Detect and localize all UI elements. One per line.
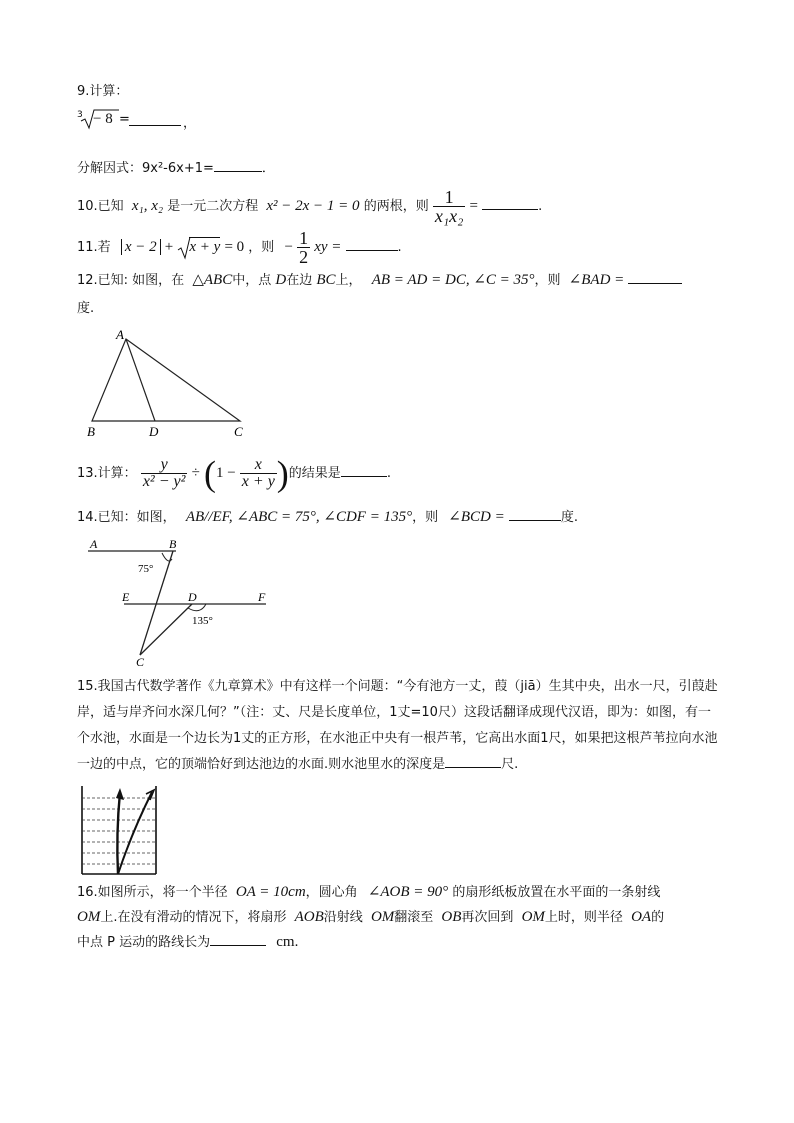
answer-blank[interactable]: [628, 271, 682, 284]
answer-blank[interactable]: [129, 113, 181, 126]
q11-end: .: [397, 240, 402, 255]
q16-l1a: 16.如图所示，将一个半径: [77, 885, 228, 900]
q16-l1b: ，圆心角: [305, 885, 358, 900]
radical-sign-icon: [177, 236, 191, 260]
q10-fraction: [433, 188, 466, 225]
cube-root-eq: =: [119, 112, 130, 127]
q16-oa10: OA = 10cm: [235, 884, 306, 900]
label-a: A: [116, 327, 124, 342]
answer-blank[interactable]: [346, 238, 398, 251]
q12-tri: △ABC: [192, 272, 233, 288]
factor-end: ．: [261, 161, 275, 176]
q15-end: 尺.: [501, 757, 519, 772]
q15-pond-figure: [80, 784, 158, 876]
fraction-denominator: x + y: [241, 473, 275, 490]
q16-l2c: 翻滚至: [394, 910, 434, 925]
q14-suffix: 度.: [560, 510, 578, 525]
q14-row: [77, 507, 578, 528]
label-d: D: [188, 590, 197, 604]
q11-xy: xy =: [314, 239, 342, 255]
q13-suffix: 的结果是: [288, 466, 341, 481]
q14-ask: ∠BCD =: [448, 509, 505, 525]
cube-root-end: ，: [183, 116, 197, 131]
q10-row: [77, 188, 542, 224]
q13-fraction-2: [240, 457, 277, 490]
q14-parallel-figure: [84, 535, 274, 670]
fraction-numerator: 1: [433, 188, 466, 207]
q13-prefix: 13.计算：: [77, 466, 137, 481]
q11-sqrt: [177, 230, 220, 266]
q10-eq: =: [469, 198, 478, 214]
q14-prefix: 14.已知：如图，: [77, 510, 176, 525]
answer-blank[interactable]: [214, 159, 262, 172]
fraction-denominator: x₁x₂: [434, 206, 464, 226]
reed-upright: [117, 792, 120, 874]
q11-minus: −: [284, 239, 293, 255]
cube-root-arg: − 8: [93, 111, 113, 127]
answer-blank[interactable]: [341, 464, 387, 477]
sqrt-expr: x + y: [189, 239, 221, 255]
q9-factor-row: [77, 157, 275, 176]
right-paren-icon: ): [276, 453, 289, 494]
label-c: C: [234, 424, 243, 439]
fraction-numerator: 1: [299, 228, 309, 248]
answer-blank[interactable]: [445, 755, 501, 768]
q11-row: [77, 229, 402, 265]
q12-t1: 中，点: [232, 273, 272, 288]
cube-root-index: 3: [77, 110, 83, 120]
fraction-numerator: y: [141, 457, 188, 474]
label-c: C: [136, 655, 145, 669]
reed-pulled: [118, 792, 152, 874]
q10-end: .: [538, 199, 543, 214]
q16-l3a: 中点 P 运动的路线长为: [77, 935, 211, 950]
q11-eq0: = 0: [224, 239, 245, 255]
q10-equation: x² − 2x − 1 = 0: [266, 198, 360, 214]
q11-abs: x − 2: [121, 239, 161, 255]
q16-aob2: AOB: [294, 909, 324, 925]
angle-label-135: 135°: [192, 615, 213, 627]
q13-one: 1 −: [215, 465, 236, 481]
q16-l2e: 上时，则半径: [544, 910, 623, 925]
label-e: E: [122, 590, 130, 604]
q12-d: D: [275, 272, 287, 288]
q12-ask: ∠BAD =: [568, 272, 625, 288]
q15-paragraph: [77, 674, 722, 778]
answer-blank[interactable]: [509, 508, 561, 521]
q16-aob: ∠AOB = 90°: [367, 884, 449, 900]
q16-om2: OM: [370, 909, 395, 925]
q12-t4: ，则: [534, 273, 561, 288]
q16-l2b: 沿射线: [323, 910, 363, 925]
q16-line1: [77, 881, 660, 904]
q13-div: ÷: [191, 465, 200, 481]
q10-prefix: 10.已知: [77, 199, 124, 214]
label-b: B: [87, 424, 95, 439]
q16-om: OM: [77, 909, 101, 925]
factor-label: 分解因式：9x²-6x+1=: [77, 161, 214, 176]
q16-l1c: 的扇形纸板放置在水平面的一条射线: [452, 885, 661, 900]
q16-om3: OM: [521, 909, 545, 925]
label-b: B: [169, 537, 177, 551]
q13-row: [77, 448, 391, 498]
label-a: A: [90, 537, 98, 551]
q16-l2f: 的: [651, 910, 665, 925]
q11-plus: +: [164, 239, 174, 255]
segment-ad: [126, 339, 155, 421]
q16-ob: OB: [441, 909, 462, 925]
q11-prefix: 11.若: [77, 240, 111, 255]
q16-unit: cm.: [276, 934, 299, 950]
fraction-numerator: x: [240, 457, 277, 474]
q12-bc: BC: [316, 272, 336, 288]
q16-oa: OA: [631, 909, 652, 925]
fraction-denominator: x² − y²: [142, 473, 186, 490]
q10-vars: x₁, x₂: [131, 198, 164, 214]
q10-mid2: 的两根，则: [363, 199, 429, 214]
q15-text: 15.我国古代数学著作《九章算术》中有这样一个问题：“今有池方一丈，葭（jiā）生其中央，出水一尺，引葭赴岸，适与岸齐问水深几何？”（注：丈、尺是长度单位，1丈=10尺）这段话翻译成现代汉语，即为：如图，有一个水池，水面是一个边长为1丈的正方形，在水池正中央有一根芦苇，它高出水面1尺，如果把这根芦苇拉向水池一边的中点，它的顶端恰好到达池边的水面.则水池里水的深度是: [77, 679, 718, 772]
q12-row: [77, 270, 682, 291]
q10-mid: 是一元二次方程: [167, 199, 259, 214]
reed-tip-icon: [116, 788, 124, 800]
q13-fraction-1: [141, 457, 188, 490]
answer-blank[interactable]: [210, 933, 266, 946]
q12-t3: 上，: [335, 273, 362, 288]
q14-mid: ，则: [412, 510, 439, 525]
q16-line2: [77, 906, 664, 929]
q16-line3: [77, 931, 298, 954]
q12-line2: 度.: [77, 301, 95, 316]
label-d: D: [149, 424, 159, 439]
q16-l2a: 上.在没有滑动的情况下，将扇形: [100, 910, 287, 925]
left-paren-icon: (: [203, 453, 216, 494]
answer-blank[interactable]: [482, 197, 538, 210]
triangle-abc: [92, 339, 240, 421]
q11-mid: ，则: [248, 240, 275, 255]
q9-title: 9.计算：: [77, 84, 129, 99]
q12-triangle-figure: [82, 325, 252, 441]
q12-prefix: 12.已知: 如图，在: [77, 273, 185, 288]
angle-label-75: 75°: [138, 563, 154, 575]
label-f: F: [258, 590, 266, 604]
q14-cond: AB//EF, ∠ABC = 75°, ∠CDF = 135°: [185, 509, 413, 525]
q12-t2: 在边: [286, 273, 313, 288]
q11-fraction: [297, 229, 310, 266]
q12-cond: AB = AD = DC, ∠C = 35°: [371, 272, 535, 288]
fraction-denominator: 2: [299, 247, 309, 267]
q13-end: .: [386, 466, 391, 481]
q16-l2d: 再次回到: [461, 910, 514, 925]
